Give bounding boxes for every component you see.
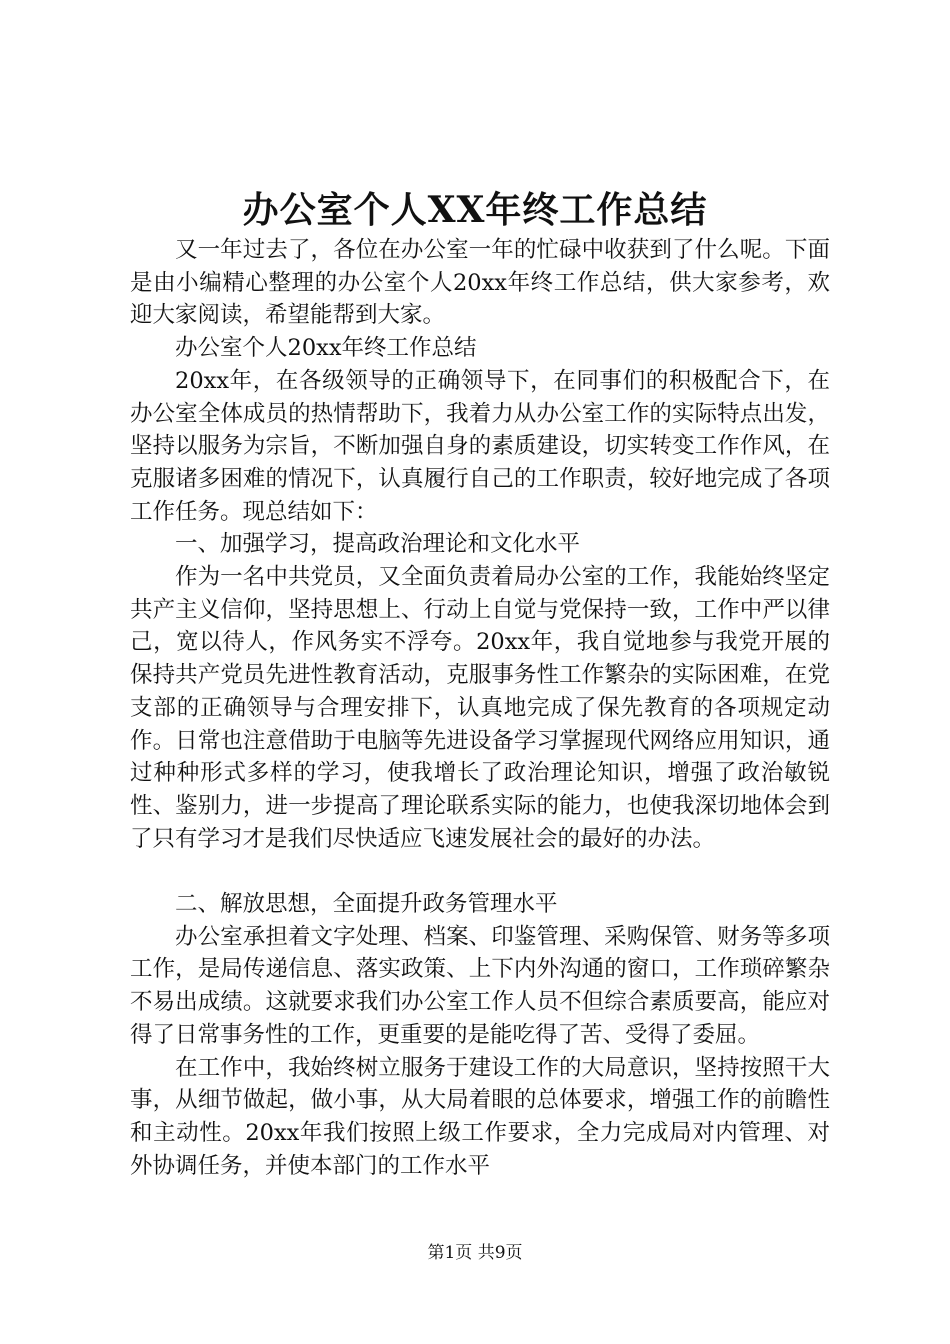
section-2-paragraph-2: 在工作中，我始终树立服务于建设工作的大局意识，坚持按照干大事，从细节做起，做小事，从大局着眼的总体要求，增强工作的前瞻性和主动性。20xx年我们按照上级工作要求，全力完成局对内管理、对外协调任务，并使本部门的工作水平: [130, 1054, 830, 1179]
section-heading-1: 一、加强学习，提高政治理论和文化水平: [175, 531, 581, 558]
subtitle-paragraph: 办公室个人20xx年终工作总结: [175, 335, 477, 362]
section-1-paragraph: 作为一名中共党员，又全面负责着局办公室的工作，我能始终坚定共产主义信仰，坚持思想上、行动上自觉与党保持一致，工作中严以律己，宽以待人，作风务实不浮夸。20xx年，我自觉地参与我党开展的保持共产党员先进性教育活动，克服事务性工作繁杂的实际困难，在党支部的正确领导与合理安排下，认真地完成了保先教育的各项规定动作。日常也注意借助于电脑等先进设备学习掌握现代网络应用知识，通过种种形式多样的学习，使我增长了政治理论知识，增强了政治敏锐性、鉴别力，进一步提高了理论联系实际的能力，也使我深切地体会到了只有学习才是我们尽快适应飞速发展社会的最好的办法。: [130, 564, 830, 852]
section-2-paragraph-1: 办公室承担着文字处理、档案、印鉴管理、采购保管、财务等多项工作，是局传递信息、落实政策、上下内外沟通的窗口，工作琐碎繁杂不易出成绩。这就要求我们办公室工作人员不但综合素质要高，能应对得了日常事务性的工作，更重要的是能吃得了苦、受得了委屈。: [130, 923, 830, 1048]
intro-paragraph: 又一年过去了，各位在办公室一年的忙碌中收获到了什么呢。下面是由小编精心整理的办公室个人20xx年终工作总结，供大家参考，欢迎大家阅读，希望能帮到大家。: [130, 237, 830, 329]
overview-paragraph: 20xx年，在各级领导的正确领导下，在同事们的积极配合下，在办公室全体成员的热情帮助下，我着力从办公室工作的实际特点出发，坚持以服务为宗旨，不断加强自身的素质建设，切实转变工作作风，在克服诸多困难的情况下，认真履行自己的工作职责，较好地完成了各项工作任务。现总结如下：: [130, 367, 830, 525]
document-title: 办公室个人XX年终工作总结: [242, 189, 708, 231]
page-number-footer: 第1页 共9页: [427, 1243, 523, 1263]
section-heading-2: 二、解放思想，全面提升政务管理水平: [175, 891, 558, 918]
document-body: [130, 234, 830, 1182]
